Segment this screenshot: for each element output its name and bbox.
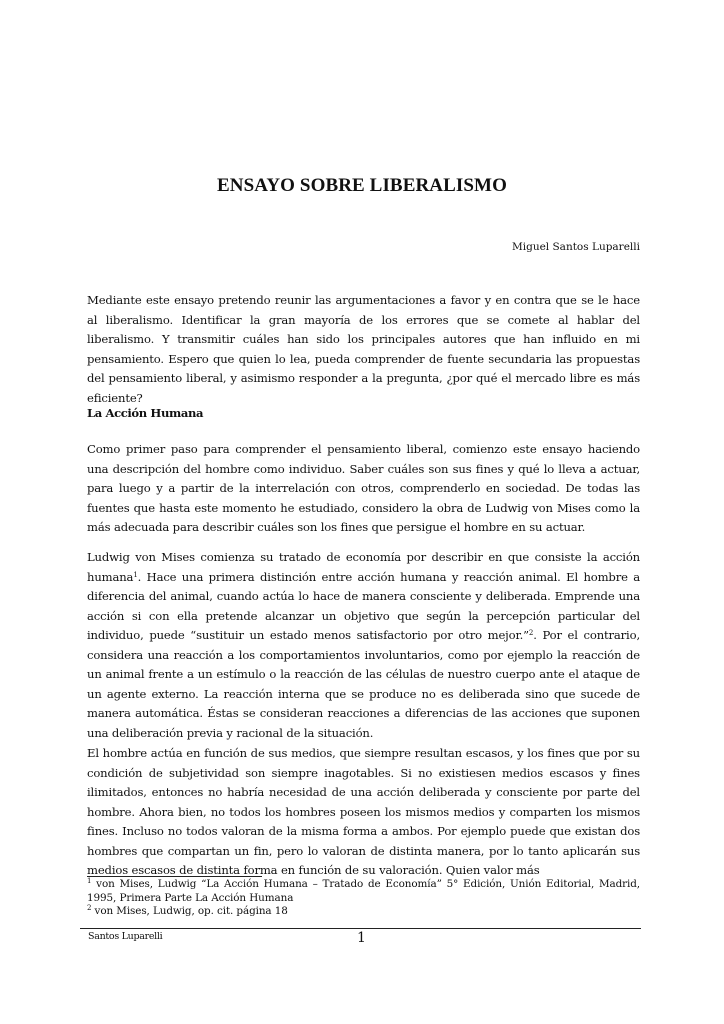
paragraph-3-text: El hombre actúa en función de sus medios, que siempre resultan escasos, y los fines que por su condición de subjetividad son siempre inagotables. Si no existiesen medios escasos y fines ilimitados, entonces no habría necesidad de una acción deliberada y consciente por parte del hombre. Ahora bien, no todos los hombres poseen los mismos medios y comparten los mismos fines. Incluso no todos valoran de la misma forma a ambos. Por ejemplo puede que existan dos hombres que compartan un fin, pero lo valoran de distinta manera, por lo tanto aplicarán sus medios escasos de distinta forma en función de su valoración. Quien valor más bbox=[87, 746, 640, 877]
paragraph-2-part-c: . Por el contrario, considera una reacción a los comportamientos involuntarios, como por ejemplo la reacción de un animal frente a un estímulo o la reacción de las células de nuestro cuerpo ante el ataque de un agente externo. La reacción interna que se produce no es deliberada sino que sucede de manera automática. Éstas se consideran reacciones a diferencias de las acciones que suponen una deliberación previa y racional de la situación. bbox=[87, 628, 640, 740]
footnote-1 bbox=[87, 878, 640, 905]
page-number: 1 bbox=[357, 930, 366, 946]
intro-text: Mediante este ensayo pretendo reunir las argumentaciones a favor y en contra que se le hace al liberalismo. Identificar la gran mayoría de los errores que se comete al hablar del liberalismo. Y transmitir cuáles han sido los principales autores que han influido en mi pensamiento. Espero que quien lo lea, pueda comprender de fuente secundaria las propuestas del pensamiento liberal, y asimismo responder a la pregunta, ¿por qué el mercado libre es más eficiente? bbox=[87, 293, 640, 405]
paragraph-2-part-a: Ludwig von Mises comienza su tratado de economía por describir en que consiste la acción humana bbox=[87, 550, 640, 584]
footer-author: Santos Luparelli bbox=[88, 931, 163, 942]
footnote-ref-1[interactable]: 1 bbox=[133, 570, 138, 579]
document-title: ENSAYO SOBRE LIBERALISMO bbox=[217, 175, 507, 196]
footnotes bbox=[87, 878, 640, 919]
section-heading: La Acción Humana bbox=[87, 406, 204, 420]
footnote-mark-2: 2 bbox=[87, 904, 92, 913]
paragraph-2-text bbox=[87, 548, 640, 743]
author-name: Miguel Santos Luparelli bbox=[511, 241, 640, 253]
footnote-ref-2[interactable]: 2 bbox=[528, 629, 534, 637]
footnote-mark-1: 1 bbox=[87, 877, 92, 885]
footnote-separator bbox=[87, 876, 262, 877]
footnote-2 bbox=[87, 905, 640, 919]
paragraph-3 bbox=[87, 744, 640, 881]
paragraph-1 bbox=[87, 440, 640, 538]
footer-rule bbox=[80, 928, 641, 929]
paragraph-2-part-b: . Hace una primera distinción entre acción humana y reacción animal. El hombre a diferencia del animal, cuando actúa lo hace de manera consciente y deliberada. Emprende una acción si con ella pretende alcanzar un objetivo que según la percepción particular del individuo, puede “sustituir un estado menos satisfactorio por otro mejor.” bbox=[87, 569, 640, 642]
paragraph-1-text: Como primer paso para comprender el pensamiento liberal, comienzo este ensayo haciendo una descripción del hombre como individuo. Saber cuáles son sus fines y qué lo lleva a actuar, para luego y a partir de la interrelación con otros, comprenderlo en sociedad. De todas las fuentes que hasta este momento he estudiado, considero la obra de Ludwig von Mises como la más adecuada para describir cuáles son los fines que persigue el hombre en su actuar. bbox=[87, 442, 640, 534]
footnote-2-text: von Mises, Ludwig, op. cit. página 18 bbox=[91, 905, 288, 918]
paragraph-2 bbox=[87, 548, 640, 743]
intro-paragraph bbox=[87, 291, 640, 408]
footnote-1-text: von Mises, Ludwig “La Acción Humana – Tratado de Economía” 5° Edición, Unión Editorial, Madrid, 1995, Primera Parte La Acción Humana bbox=[87, 878, 640, 904]
